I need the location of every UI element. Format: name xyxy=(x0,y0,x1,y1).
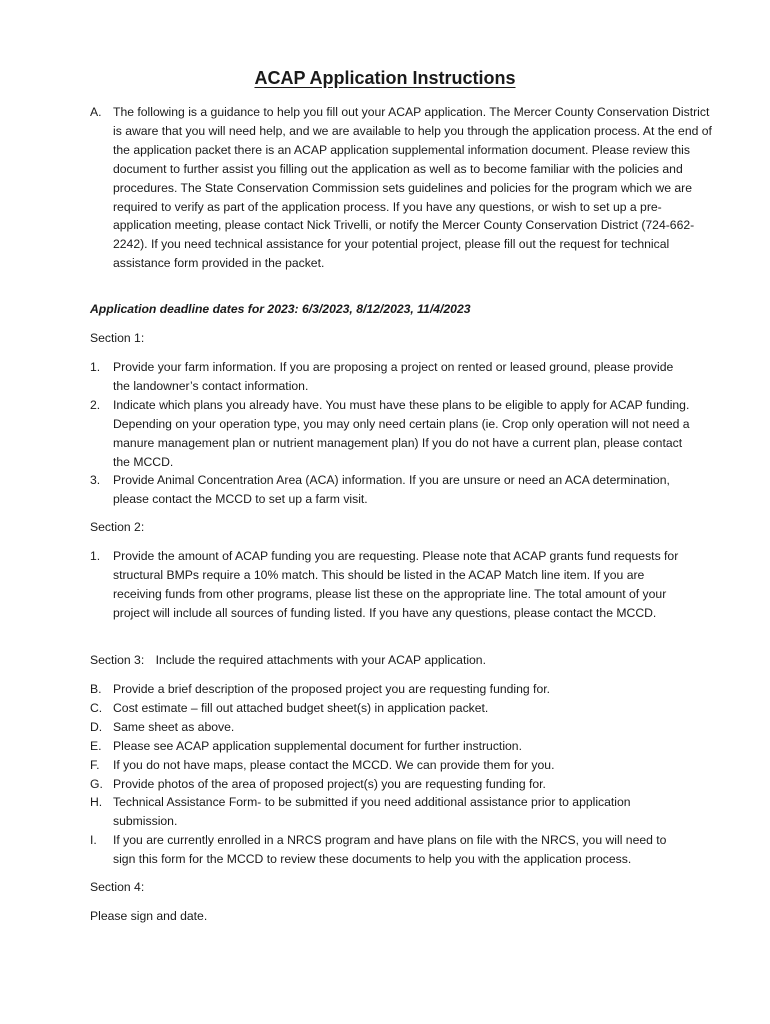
list-marker: C. xyxy=(90,700,103,715)
list-item-text: Indicate which plans you already have. You must have these plans to be eligible to apply for ACAP funding. Depending on your operation type, you may only need certain plans (ie. Crop only operation will not need a manure management plan or nutrient management plan) If you do not have a current plan, please contact the MCCD. xyxy=(113,397,690,469)
list-item xyxy=(90,756,690,775)
list-marker: E. xyxy=(90,738,102,753)
list-item-text: Provide the amount of ACAP funding you are requesting. Please note that ACAP grants fund requests for structural BMPs require a 10% match. This should be listed in the ACAP Match line item. If you are receiving funds from other programs, please list these on the appropriate line. The total amount of your project will include all sources of funding listed. If you have any questions, please contact the MCCD. xyxy=(113,549,679,620)
list-item xyxy=(90,547,690,623)
section4-text: Please sign and date. xyxy=(90,909,208,923)
list-marker: 2. xyxy=(90,397,101,412)
list-item xyxy=(90,718,690,737)
list-item xyxy=(90,358,690,396)
list-item xyxy=(90,831,690,869)
intro-paragraph xyxy=(90,103,713,273)
list-marker: G. xyxy=(90,776,103,791)
section2-heading: Section 2: xyxy=(90,520,145,534)
section3-list xyxy=(90,680,690,869)
list-item xyxy=(90,699,690,718)
intro-text: The following is a guidance to help you fill out your ACAP application. The Mercer County Conservation District is aware that you will need help, and we are available to help you through the application process. At the end of the application packet there is an ACAP application supplemental information document. Please review this document to further assist you filling out the application as well as to become familiar with the policies and procedures. The State Conservation Commission sets guidelines and policies for the program which we are required to verify as part of the application process. If you have any questions, or wish to set up a pre-application meeting, please contact Nick Trivelli, or notify the Mercer County Conservation District (724-662-2242). If you need technical assistance for your potential project, please fill out the request for technical assistance form provided in the packet. xyxy=(113,105,712,271)
section3-heading: Section 3: xyxy=(90,653,145,667)
intro-marker: A. xyxy=(90,105,102,119)
list-item-text: Please see ACAP application supplemental document for further instruction. xyxy=(113,738,522,753)
list-marker: I. xyxy=(90,833,97,848)
list-item-text: Cost estimate – fill out attached budget sheet(s) in application packet. xyxy=(113,700,489,715)
section4-heading: Section 4: xyxy=(90,880,145,894)
list-marker: B. xyxy=(90,682,102,696)
list-item-text: Provide a brief description of the proposed project you are requesting funding for. xyxy=(113,682,550,696)
list-item-text: Same sheet as above. xyxy=(113,719,235,734)
list-item-text: Provide photos of the area of proposed project(s) you are requesting funding for. xyxy=(113,776,546,791)
section1-list xyxy=(90,358,690,509)
list-item-text: If you are currently enrolled in a NRCS program and have plans on file with the NRCS, you will need to sign this form for the MCCD to review these documents to help you with the application process. xyxy=(113,833,667,867)
list-item-text: Provide Animal Concentration Area (ACA) information. If you are unsure or need an ACA determination, please contact the MCCD to set up a farm visit. xyxy=(113,473,670,507)
list-item xyxy=(90,793,690,831)
list-item-text: If you do not have maps, please contact the MCCD. We can provide them for you. xyxy=(113,757,555,772)
list-marker: D. xyxy=(90,719,103,734)
document-title: ACAP Application Instructions xyxy=(254,68,516,88)
deadline-line: Application deadline dates for 2023: 6/3/2023, 8/12/2023, 11/4/2023 xyxy=(90,302,471,316)
list-item-text: Provide your farm information. If you are proposing a project on rented or leased ground, please provide the landowner’s contact information. xyxy=(113,360,674,393)
list-item xyxy=(90,396,690,472)
list-marker: H. xyxy=(90,795,103,810)
list-marker: 1. xyxy=(90,360,101,374)
list-item xyxy=(90,680,690,699)
list-marker: F. xyxy=(90,757,100,772)
list-item xyxy=(90,775,690,794)
section3-subtitle: Include the required attachments with your ACAP application. xyxy=(155,653,486,667)
list-item-text: Technical Assistance Form- to be submitted if you need additional assistance prior to application submission. xyxy=(113,795,631,829)
list-item xyxy=(90,737,690,756)
section3-heading-row xyxy=(90,651,690,670)
list-item xyxy=(90,471,690,509)
section2-list xyxy=(90,547,690,623)
list-marker: 1. xyxy=(90,549,101,563)
section1-heading: Section 1: xyxy=(90,331,145,345)
list-marker: 3. xyxy=(90,473,101,488)
